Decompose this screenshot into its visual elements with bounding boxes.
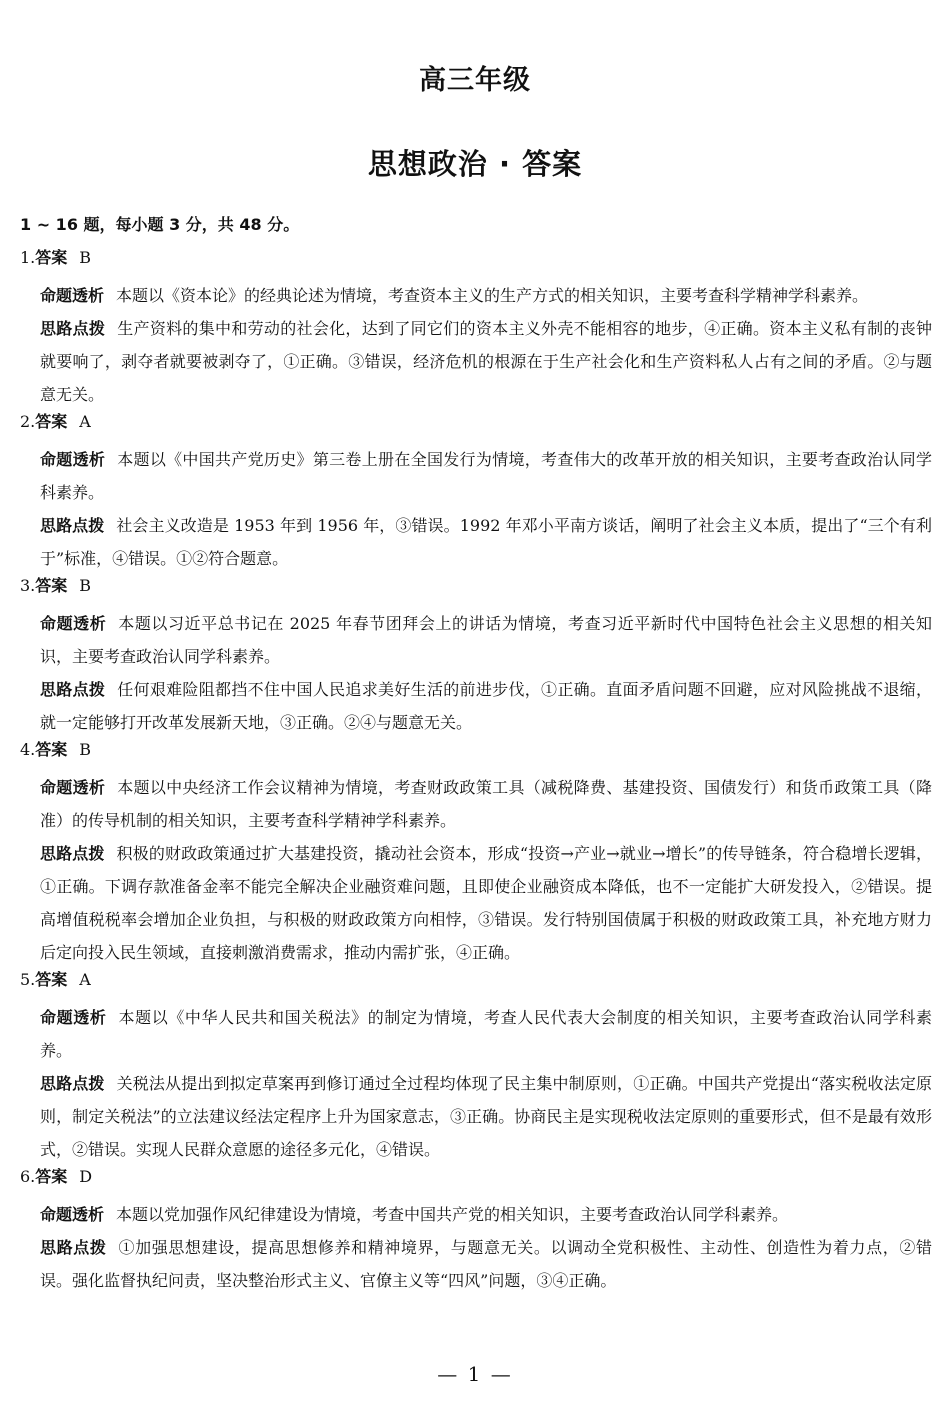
hint-block <box>20 837 932 969</box>
question-number: 2. <box>20 412 36 431</box>
answer-line <box>20 969 932 991</box>
analysis-label: 命题透析 <box>40 286 105 305</box>
hint-text: 生产资料的集中和劳动的社会化，达到了同它们的资本主义外壳不能相容的地步，④正确。资本主义私有制的丧钟就要响了，剥夺者就要被剥夺了，①正确。③错误，经济危机的根源在于生产社会化和生产资料私人占有之间的矛盾。②与题意无关。 <box>40 319 932 404</box>
hint-block <box>20 673 932 739</box>
answer-letter: B <box>79 248 92 267</box>
answer-label: 答案 <box>35 970 68 989</box>
analysis-block <box>20 771 932 837</box>
analysis-label: 命题透析 <box>40 450 106 469</box>
question-1 <box>20 247 932 411</box>
answer-letter: B <box>79 576 92 595</box>
hint-label: 思路点拨 <box>40 680 106 699</box>
hint-label: 思路点拨 <box>40 319 106 338</box>
hint-label: 思路点拨 <box>40 516 105 535</box>
analysis-text: 本题以《中华人民共和国关税法》的制定为情境，考查人民代表大会制度的相关知识，主要考查政治认同学科素养。 <box>40 1008 932 1060</box>
analysis-block <box>20 279 932 312</box>
analysis-block <box>20 443 932 509</box>
analysis-text: 本题以党加强作风纪律建设为情境，考查中国共产党的相关知识，主要考查政治认同学科素养。 <box>116 1205 789 1224</box>
answer-label: 答案 <box>35 1167 68 1186</box>
analysis-block <box>20 607 932 673</box>
hint-text: 任何艰难险阻都挡不住中国人民追求美好生活的前进步伐，①正确。直面矛盾问题不回避，应对风险挑战不退缩，就一定能够打开改革发展新天地，③正确。②④与题意无关。 <box>40 680 932 732</box>
analysis-label: 命题透析 <box>40 1008 107 1027</box>
question-number: 6. <box>20 1167 36 1186</box>
answer-label: 答案 <box>35 576 68 595</box>
analysis-label: 命题透析 <box>40 614 107 633</box>
question-6 <box>20 1166 932 1297</box>
answer-letter: A <box>79 412 91 431</box>
grade-title: 高三年级 <box>419 65 531 96</box>
answer-line <box>20 247 932 269</box>
question-number: 3. <box>20 576 36 595</box>
analysis-block <box>20 1001 932 1067</box>
question-2 <box>20 411 932 575</box>
hint-text: 积极的财政政策通过扩大基建投资，撬动社会资本，形成“投资→产业→就业→增长”的传导链条，符合稳增长逻辑，①正确。下调存款准备金率不能完全解决企业融资难问题，且即使企业融资成本降低，也不一定能扩大研发投入，②错误。提高增值税税率会增加企业负担，与积极的财政政策方向相悖，③错误。发行特别国债属于积极的财政政策工具，补充地方财力后定向投入民生领域，直接刺激消费需求，推动内需扩张，④正确。 <box>40 844 932 962</box>
analysis-text: 本题以中央经济工作会议精神为情境，考查财政政策工具（减税降费、基建投资、国债发行）和货币政策工具（降准）的传导机制的相关知识，主要考查科学精神学科素养。 <box>40 778 932 830</box>
question-3 <box>20 575 932 739</box>
analysis-text: 本题以习近平总书记在 2025 年春节团拜会上的讲话为情境，考查习近平新时代中国特色社会主义思想的相关知识，主要考查政治认同学科素养。 <box>40 614 932 666</box>
answer-line <box>20 1166 932 1188</box>
hint-block <box>20 1231 932 1297</box>
answer-label: 答案 <box>35 412 68 431</box>
section-intro: 1 ~ 16 题，每小题 3 分，共 48 分。 <box>20 215 300 234</box>
question-4 <box>20 739 932 969</box>
hint-label: 思路点拨 <box>40 844 105 863</box>
analysis-text: 本题以《资本论》的经典论述为情境，考查资本主义的生产方式的相关知识，主要考查科学精神学科素养。 <box>116 286 869 305</box>
analysis-label: 命题透析 <box>40 1205 105 1224</box>
question-number: 5. <box>20 970 36 989</box>
answer-letter: B <box>79 740 92 759</box>
hint-text: ①加强思想建设，提高思想修养和精神境界，与题意无关。以调动全党积极性、主动性、创造性为着力点，②错误。强化监督执纪问责，坚决整治形式主义、官僚主义等“四风”问题，③④正确。 <box>40 1238 932 1290</box>
question-number: 4. <box>20 740 36 759</box>
hint-block <box>20 312 932 411</box>
question-number: 1. <box>20 248 36 267</box>
answer-content <box>20 214 932 1297</box>
answer-letter: D <box>79 1167 93 1186</box>
page-number: — 1 — <box>437 1362 513 1386</box>
answer-letter: A <box>79 970 91 989</box>
analysis-label: 命题透析 <box>40 778 106 797</box>
answer-line <box>20 575 932 597</box>
hint-block <box>20 509 932 575</box>
question-5 <box>20 969 932 1166</box>
hint-label: 思路点拨 <box>40 1238 107 1257</box>
hint-text: 社会主义改造是 1953 年到 1956 年，③错误。1992 年邓小平南方谈话，阐明了社会主义本质，提出了“三个有利于”标准，④错误。①②符合题意。 <box>40 516 932 568</box>
answer-label: 答案 <box>35 740 68 759</box>
answer-line <box>20 411 932 433</box>
hint-text: 关税法从提出到拟定草案再到修订通过全过程均体现了民主集中制原则，①正确。中国共产党提出“落实税收法定原则，制定关税法”的立法建议经法定程序上升为国家意志，③正确。协商民主是实现税收法定原则的重要形式，但不是最有效形式，②错误。实现人民群众意愿的途径多元化，④错误。 <box>40 1074 932 1159</box>
answer-label: 答案 <box>35 248 68 267</box>
analysis-block <box>20 1198 932 1231</box>
hint-label: 思路点拨 <box>40 1074 105 1093</box>
analysis-text: 本题以《中国共产党历史》第三卷上册在全国发行为情境，考查伟大的改革开放的相关知识，主要考查政治认同学科素养。 <box>40 450 932 502</box>
answer-line <box>20 739 932 761</box>
subject-title: 思想政治 · 答案 <box>367 147 583 181</box>
hint-block <box>20 1067 932 1166</box>
